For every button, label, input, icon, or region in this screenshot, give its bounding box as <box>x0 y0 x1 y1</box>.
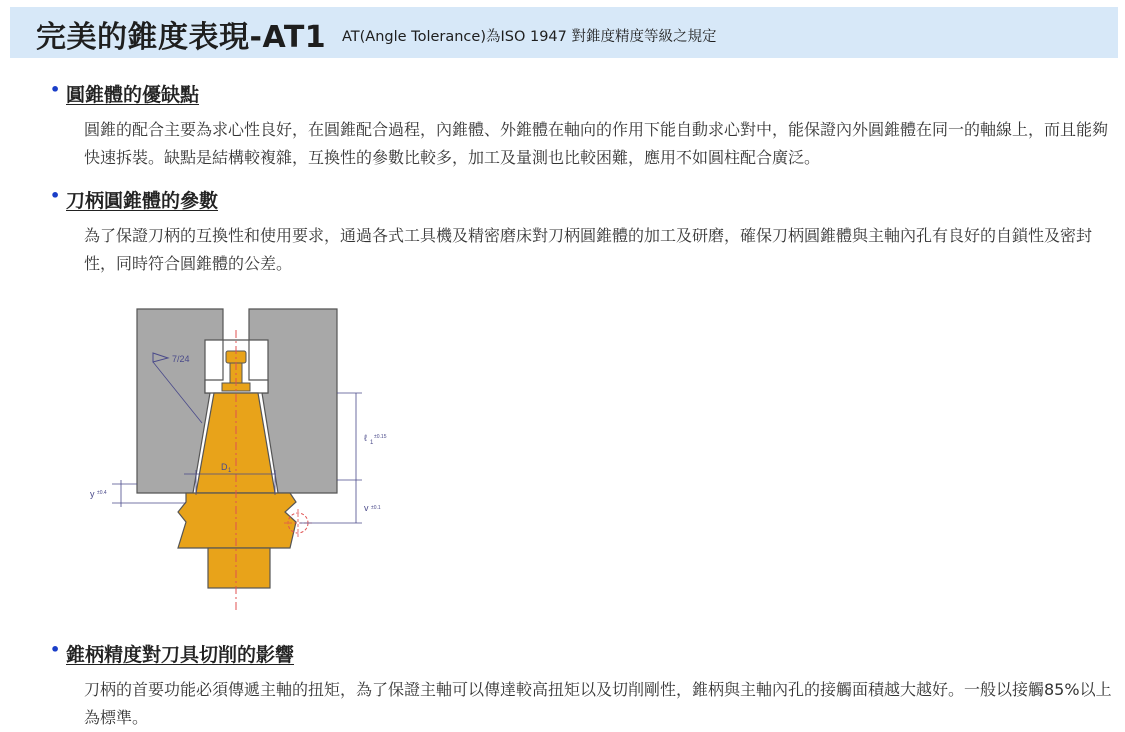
l1-sub: 1 <box>370 440 374 446</box>
section-title: 刀柄圓錐體的參數 <box>66 190 219 212</box>
section-paragraph: 圓錐的配合主要為求心性良好，在圓錐配合過程，內錐體、外錐體在軸向的作用下能自動求心對中，能保證內外圓錐體在同一的軸線上，而且能夠快速拆裝。缺點是結構較複雜，互換性的參數比較多，加工及量測也比較困難，應用不如圓柱配合廣泛。 <box>84 120 1109 167</box>
section-paragraph: 為了保證刀柄的互換性和使用要求，通過各式工具機及精密磨床對刀柄圓錐體的加工及研磨，確保刀柄圓錐體與主軸內孔有良好的自鎖性及密封性，同時符合圓錐體的公差。 <box>84 226 1093 273</box>
taper-holder-diagram <box>84 300 424 618</box>
d1-sub: 1 <box>228 468 232 474</box>
holder-flange <box>178 493 296 548</box>
page-subtitle: AT(Angle Tolerance)為ISO 1947 對錐度精度等級之規定 <box>342 29 717 45</box>
bullet-marker: • <box>50 186 61 205</box>
section-title: 錐柄精度對刀具切削的影響 <box>66 644 295 666</box>
page-title: 完美的錐度表現-AT1 <box>36 20 327 55</box>
v-label: v <box>364 503 369 513</box>
v-tol: ±0.1 <box>371 505 381 511</box>
bullet-marker: • <box>50 640 61 659</box>
l1-tol: ±0.15 <box>374 434 387 440</box>
section-title: 圓錐體的優缺點 <box>66 84 200 106</box>
taper-ratio-label: 7/24 <box>172 354 190 364</box>
holder-shank <box>208 548 270 588</box>
bullet-marker: • <box>50 80 61 99</box>
diagram-svg <box>84 300 424 618</box>
d1-label: D <box>221 462 228 472</box>
y-tol: ±0.4 <box>97 490 107 496</box>
page-header <box>10 7 1118 58</box>
l1-label: ℓ <box>364 433 367 443</box>
y-label: y <box>90 489 95 499</box>
section-paragraph: 刀柄的首要功能必須傳遞主軸的扭矩，為了保證主軸可以傳達較高扭矩以及切削剛性，錐柄與主軸內孔的接觸面積越大越好。一般以接觸85%以上為標準。 <box>84 680 1112 727</box>
